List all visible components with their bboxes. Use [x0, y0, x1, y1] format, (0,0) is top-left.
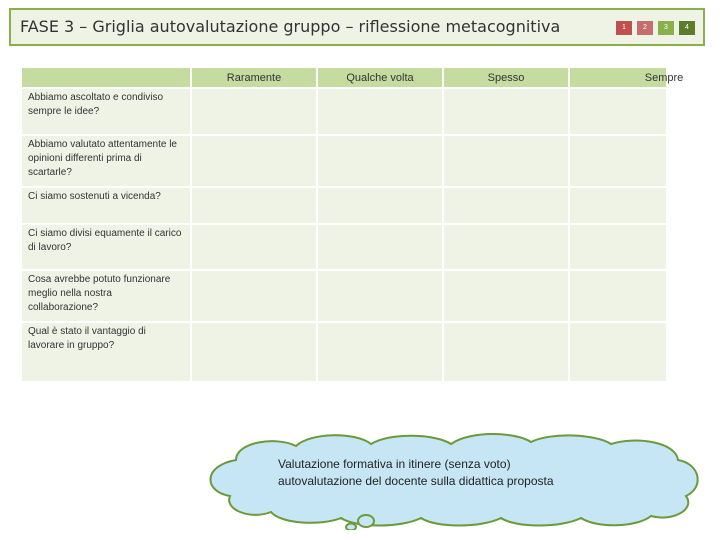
rating-cell[interactable]: [569, 88, 667, 135]
callout-line-1: Valutazione formativa in itinere (senza voto): [278, 457, 511, 471]
grid-header-row: [21, 67, 667, 88]
rating-cell[interactable]: [191, 88, 317, 135]
title-bar: [9, 8, 705, 46]
header-spesso: Spesso: [443, 67, 569, 88]
rating-cell[interactable]: [191, 135, 317, 187]
rating-cell[interactable]: [317, 187, 443, 224]
question-cell: Qual è stato il vantaggio di lavorare in gruppo?: [21, 322, 191, 382]
header-sempre-label: Sempre: [644, 71, 684, 84]
rating-cell[interactable]: [317, 322, 443, 382]
question-cell: Ci siamo divisi equamente il carico di lavoro?: [21, 224, 191, 270]
rating-cell[interactable]: [443, 88, 569, 135]
rating-cell[interactable]: [443, 224, 569, 270]
question-cell: Ci siamo sostenuti a vicenda?: [21, 187, 191, 224]
grid-row: [21, 322, 667, 382]
callout-text: [278, 456, 554, 490]
rating-cell[interactable]: [443, 322, 569, 382]
rating-cell[interactable]: [191, 270, 317, 322]
question-cell: Abbiamo valutato attentamente le opinioni differenti prima di scartarle?: [21, 135, 191, 187]
rating-cell[interactable]: [317, 135, 443, 187]
rating-cell[interactable]: [443, 270, 569, 322]
step-4-badge: 4: [679, 21, 695, 35]
rating-cell[interactable]: [317, 88, 443, 135]
self-assessment-grid: [20, 66, 684, 383]
step-2-badge: 2: [637, 21, 653, 35]
step-1-badge: 1: [616, 21, 632, 35]
question-cell: Abbiamo ascoltato e condiviso sempre le idee?: [21, 88, 191, 135]
grid-row: [21, 135, 667, 187]
step-3-badge: 3: [658, 21, 674, 35]
question-cell: Cosa avrebbe potuto funzionare meglio nella nostra collaborazione?: [21, 270, 191, 322]
rating-cell[interactable]: [317, 224, 443, 270]
rating-cell[interactable]: [569, 135, 667, 187]
callout-line-2: autovalutazione del docente sulla didattica proposta: [278, 474, 554, 488]
header-sempre: [569, 67, 684, 88]
rating-cell[interactable]: [443, 187, 569, 224]
grid-row: [21, 224, 667, 270]
grid-row: [21, 187, 667, 224]
rating-cell[interactable]: [191, 187, 317, 224]
grid-row: [21, 270, 667, 322]
rating-cell[interactable]: [569, 322, 667, 382]
rating-cell[interactable]: [569, 187, 667, 224]
rating-cell[interactable]: [317, 270, 443, 322]
rating-cell[interactable]: [191, 224, 317, 270]
rating-cell[interactable]: [191, 322, 317, 382]
header-qualche-volta: Qualche volta: [317, 67, 443, 88]
rating-cell[interactable]: [443, 135, 569, 187]
slide-title: FASE 3 – Griglia autovalutazione gruppo – riflessione metacognitiva: [20, 17, 561, 36]
rating-cell[interactable]: [569, 224, 667, 270]
grid-row: [21, 88, 667, 135]
header-blank: [21, 67, 191, 88]
header-raramente: Raramente: [191, 67, 317, 88]
rating-cell[interactable]: [569, 270, 667, 322]
step-indicator: [616, 21, 695, 35]
